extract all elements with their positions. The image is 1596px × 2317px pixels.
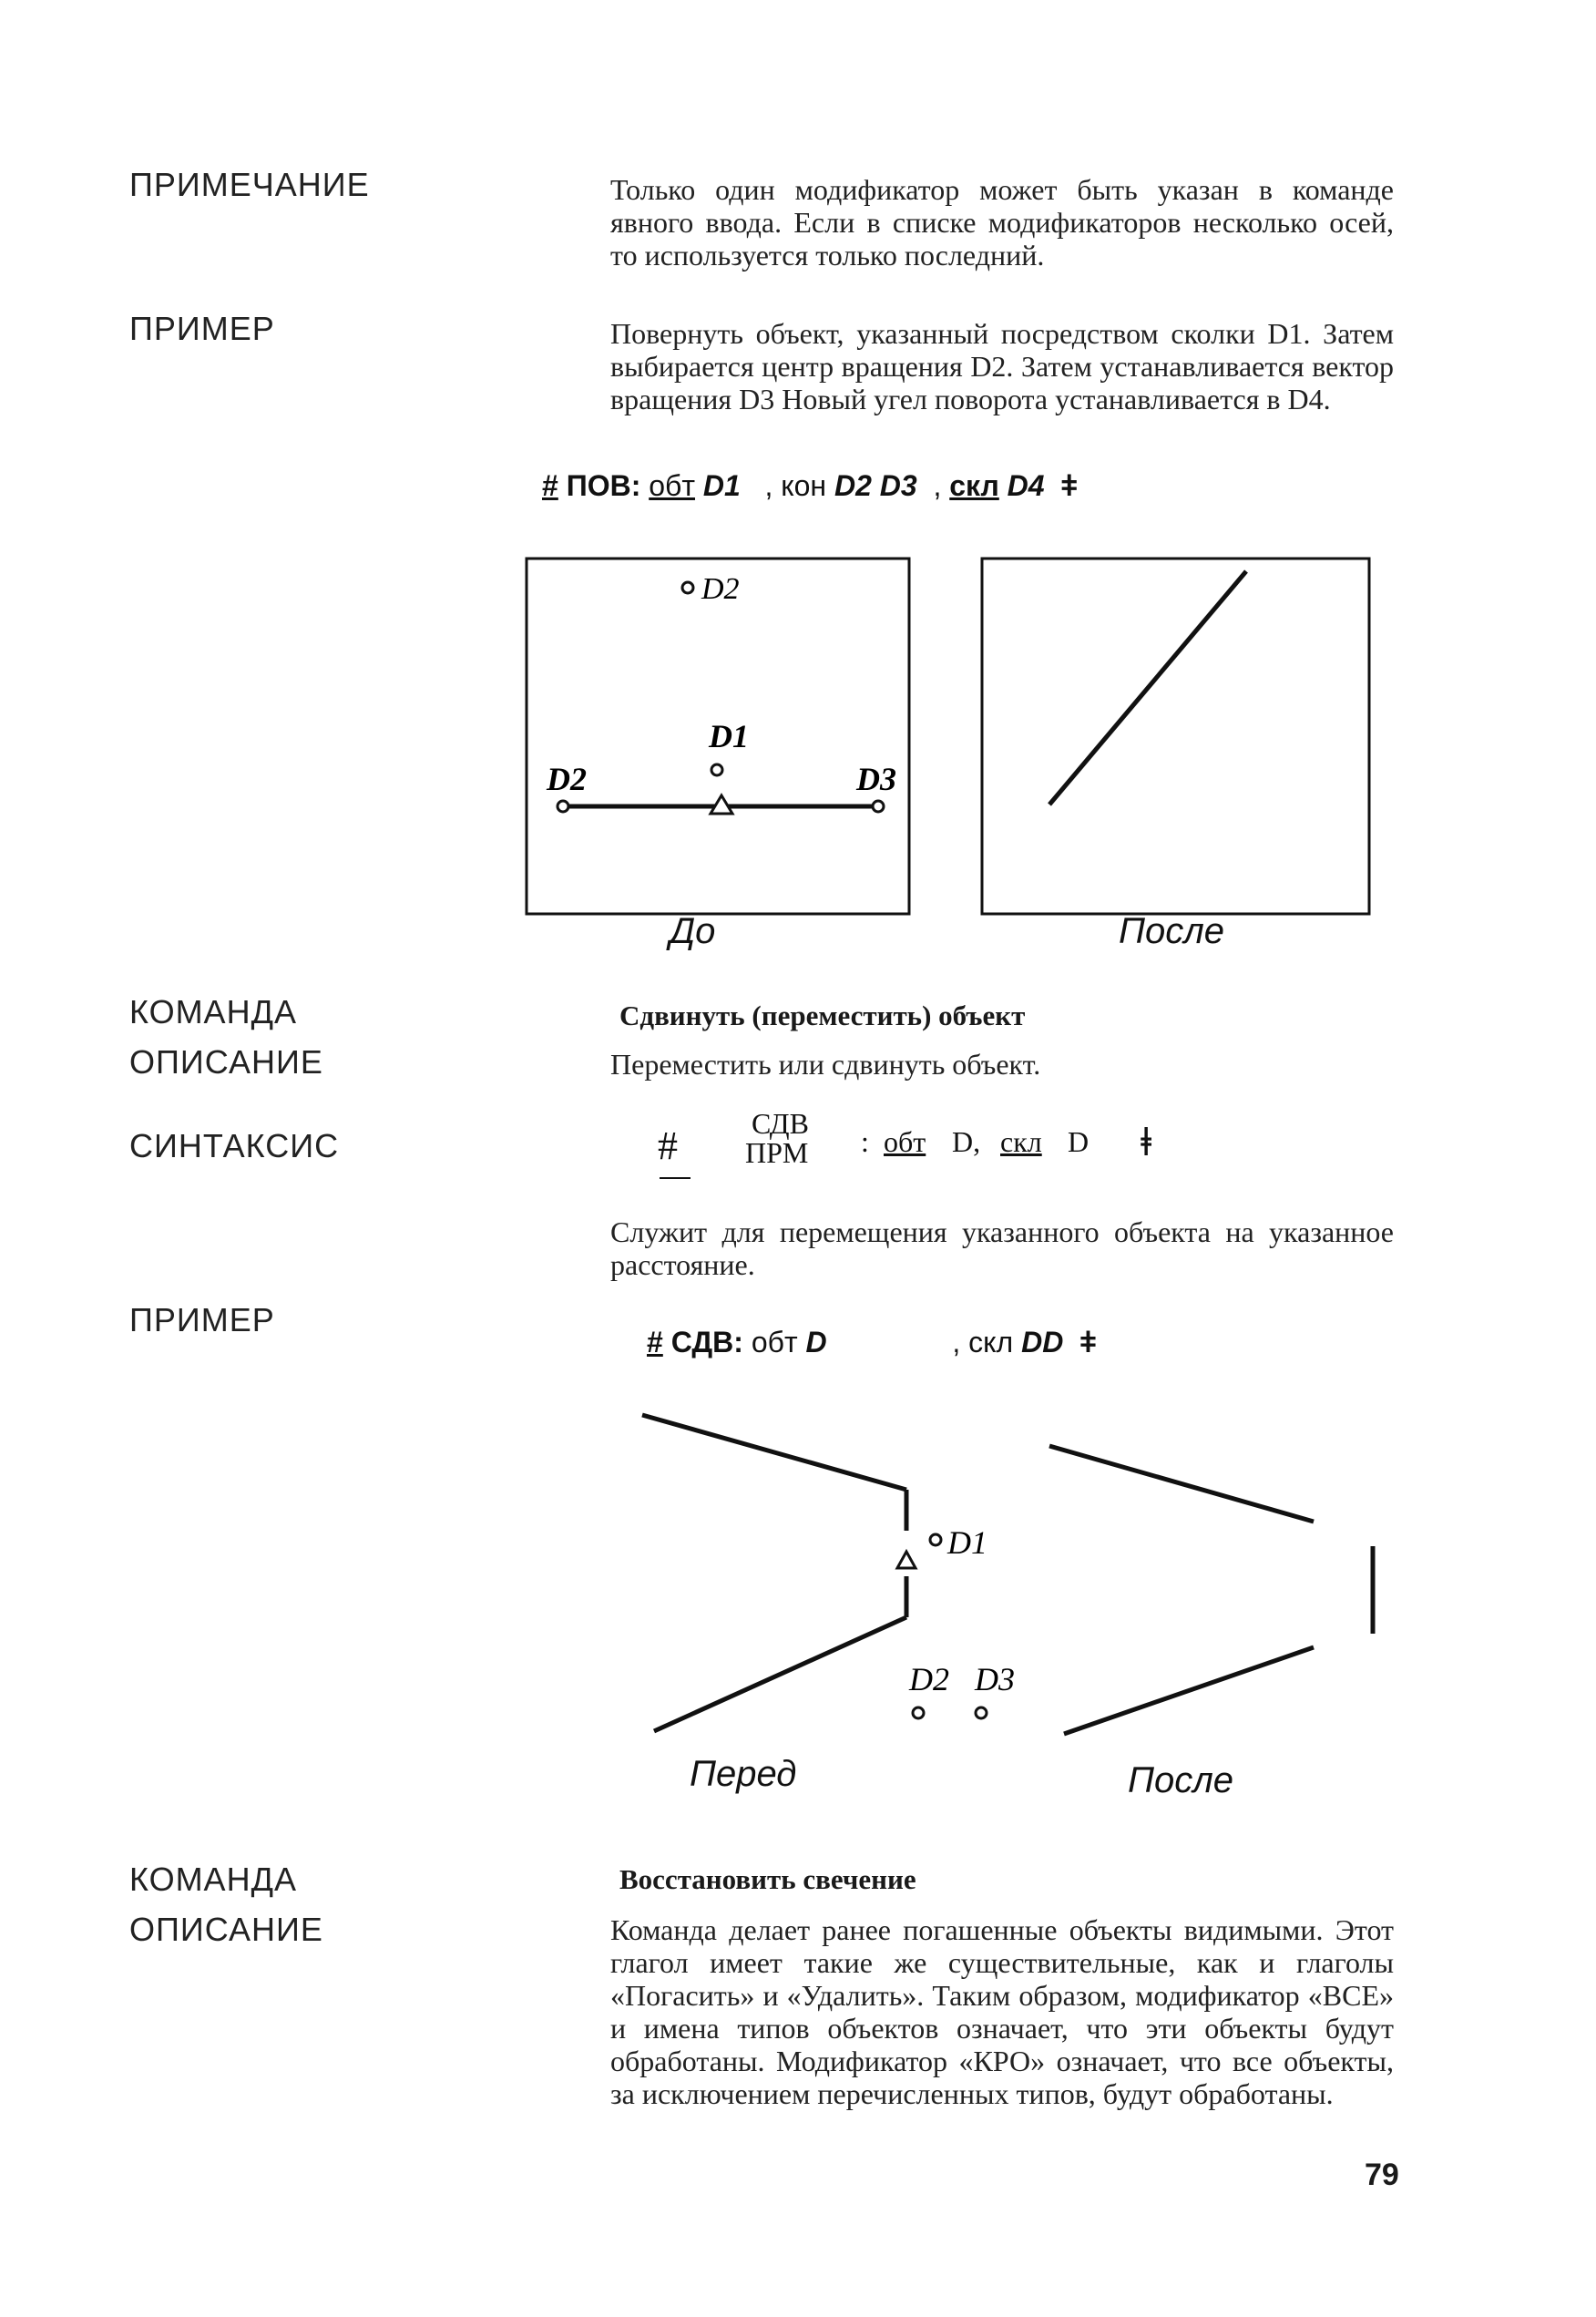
move-diagram: [629, 1389, 1403, 1754]
command2-description: Переместить или сдвинуть объект.: [610, 1048, 1041, 1081]
cmd2-dd: DD: [1021, 1326, 1064, 1358]
example1-text: Повернуть объект, указанный посредством сколки D1. Затем выбирается центр вращения D2. Затем устанавливается вектор вращения D3 Новый угел поворота устанавливается в D4.: [610, 317, 1394, 415]
cmd2-verb: СДВ:: [670, 1326, 743, 1358]
cmd2-comma: ,: [952, 1326, 961, 1358]
caption-after: После: [1119, 911, 1225, 951]
caption-before-move: Перед: [690, 1754, 797, 1794]
example1-label: ПРИМЕР: [129, 310, 275, 347]
caption-after-move: После: [1128, 1760, 1234, 1800]
note-text: Только один модификатор может быть указан в команде явного ввода. Если в списке модификаторов несколько осей, то используется только последний.: [610, 173, 1394, 272]
syntax-skl: скл: [1000, 1125, 1042, 1158]
cmd2-d: D: [805, 1326, 827, 1358]
point-d1-move: [930, 1534, 941, 1545]
syntax-d2: D: [1068, 1125, 1090, 1158]
cmd-skl: скл: [949, 469, 999, 502]
cmd2-hash: #: [647, 1326, 663, 1358]
cmd-end: ǂ: [1060, 469, 1079, 502]
syntax-obj: обт: [884, 1125, 926, 1158]
point-d2-top: [682, 582, 693, 593]
syntax-hash: #: [658, 1123, 678, 1168]
caption-before: До: [670, 911, 716, 951]
syntax-verb-top: СДВ: [752, 1107, 809, 1140]
label-d2-move: D2: [909, 1661, 949, 1697]
cmd-verb: ПОВ:: [566, 469, 641, 502]
example2-label: ПРИМЕР: [129, 1301, 275, 1338]
command3-label: КОМАНДА: [129, 1861, 297, 1898]
cmd-hash: #: [542, 469, 558, 502]
cmd2-end: ǂ: [1079, 1326, 1097, 1358]
before-upper-line: [642, 1415, 906, 1490]
command3-title: Восстановить свечение: [619, 1863, 916, 1895]
command3-description-label: ОПИСАНИЕ: [129, 1911, 323, 1948]
example1-command: [542, 469, 1078, 503]
point-d3-move: [976, 1707, 987, 1718]
label-d3-move: D3: [975, 1661, 1015, 1697]
move-marker: [897, 1552, 916, 1568]
command2-title: Сдвинуть (переместить) объект: [619, 1000, 1026, 1031]
point-d2: [558, 801, 568, 812]
cmd-d2d3: D2 D3: [834, 469, 917, 502]
label-d1: D1: [709, 718, 749, 754]
command2-label: КОМАНДА: [129, 993, 297, 1030]
before-lower-line: [654, 1617, 906, 1731]
note-label: ПРИМЕЧАНИЕ: [129, 166, 370, 203]
cmd-obj: обт: [649, 469, 696, 502]
cmd-d4: D4: [1007, 469, 1045, 502]
line-after: [1049, 571, 1246, 805]
cmd2-skl: скл: [968, 1326, 1014, 1358]
command2-syntax-label: СИНТАКСИС: [129, 1127, 340, 1164]
point-d3: [873, 801, 884, 812]
cmd-comma2: ,: [933, 469, 942, 502]
point-d2-move: [913, 1707, 924, 1718]
page-number: 79: [1365, 2158, 1399, 2192]
syntax-end: ǂ: [1141, 1120, 1152, 1164]
syntax-colon: :: [861, 1125, 869, 1158]
cmd2-obj: обт: [751, 1326, 798, 1358]
syntax-verb-bottom: ПРМ: [745, 1136, 809, 1169]
after-box: [982, 559, 1369, 914]
syntax-hash-underline: [660, 1177, 691, 1179]
label-d2-top: D2: [701, 572, 740, 606]
label-d1-move: D1: [947, 1524, 987, 1561]
command2-description-label: ОПИСАНИЕ: [129, 1043, 323, 1081]
cmd-comma1: ,: [764, 469, 773, 502]
label-d3: D3: [856, 761, 896, 797]
command3-description: Команда делает ранее погашенные объекты видимыми. Этот глагол имеет такие же существительные, как и глаголы «Погасить» и «Удалить». Таким образом, модификатор «ВСЕ» и имена типов объектов означает, что эти объекты будут обработаны. Модификатор «КРО» означает, что все объекты, за исключением перечисленных типов, будут обработаны.: [610, 1913, 1394, 2110]
cmd-kon: кон: [781, 469, 827, 502]
example2-command: [647, 1326, 1097, 1359]
point-d1: [711, 764, 722, 775]
cmd-d1: D1: [702, 469, 741, 502]
command2-purpose: Служит для перемещения указанного объекта на указанное расстояние.: [610, 1215, 1394, 1281]
rotate-diagram: [519, 551, 1385, 925]
after-lower-line: [1064, 1647, 1314, 1734]
syntax-d: D,: [952, 1125, 981, 1158]
after-upper-line: [1049, 1446, 1314, 1522]
label-d2: D2: [547, 761, 587, 797]
